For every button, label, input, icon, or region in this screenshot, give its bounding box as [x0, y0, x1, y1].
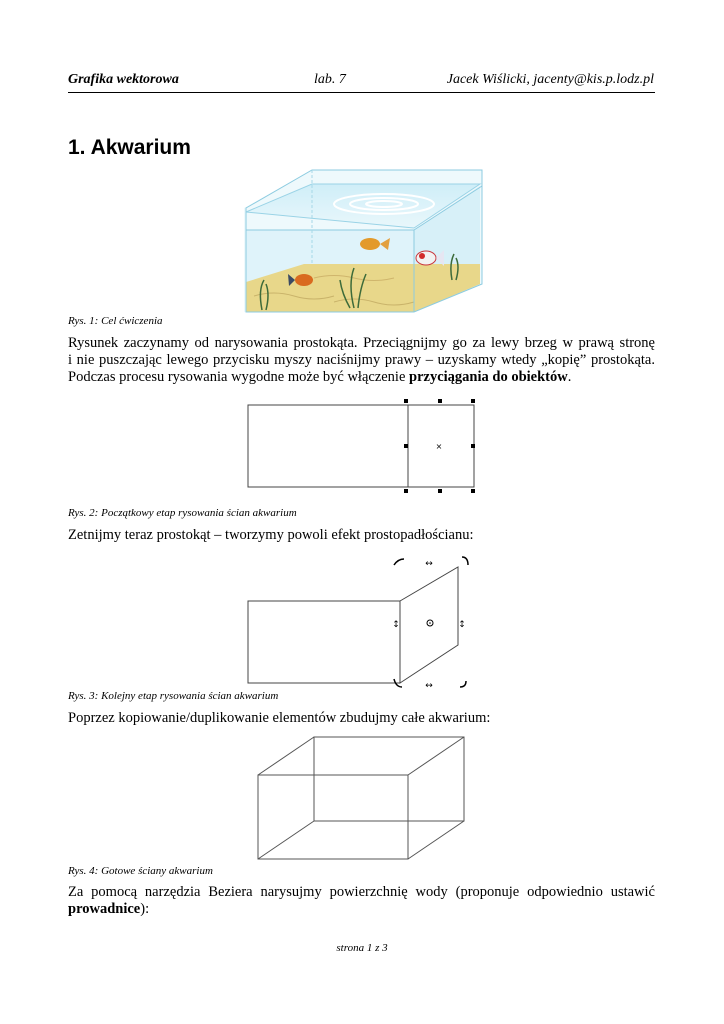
page-header: [68, 72, 654, 90]
svg-text:×: ×: [435, 442, 443, 451]
page-footer: strona 1 z 3: [336, 942, 388, 954]
paragraph-4-line-2-end: ):: [140, 901, 150, 917]
paragraph-1: [68, 335, 655, 386]
paragraph-1-line-3: [68, 369, 655, 386]
svg-text:↔: ↔: [425, 681, 433, 689]
section-title: 1. Akwarium: [68, 136, 191, 159]
guidelines-term: prowadnice: [68, 901, 141, 917]
figure-4-caption: Rys. 4: Gotowe ściany akwarium: [68, 865, 213, 877]
paragraph-4-line-2: [68, 901, 655, 918]
paragraph-1-line-1: Rysunek zaczynamy od narysowania prostokąta. Przeciągnijmy go za lewy brzeg w prawą stronę: [68, 335, 655, 351]
aquarium-walls-figure: [254, 735, 470, 863]
paragraph-1-line-3-end: .: [567, 369, 572, 385]
snap-to-objects-term: przyciągania do obiektów: [409, 369, 568, 385]
paragraph-2-text: Zetnijmy teraz prostokąt – tworzymy powoli efekt prostopadłościanu:: [68, 527, 474, 543]
header-course: Grafika wektorowa: [68, 72, 179, 87]
paragraph-4: [68, 884, 655, 918]
skewed-rectangle-figure: [244, 555, 474, 689]
header-rule: [68, 92, 655, 93]
paragraph-4-line-1: Za pomocą narzędzia Beziera narysujmy powierzchnię wody (proponuje odpowiednio ustawić: [68, 884, 655, 900]
figure-3-caption: Rys. 3: Kolejny etap rysowania ścian akwarium: [68, 690, 279, 702]
paragraph-3-text: Poprzez kopiowanie/duplikowanie elementów zbudujmy całe akwarium:: [68, 710, 491, 726]
paragraph-1-line-3-text: Podczas procesu rysowania wygodne może być włączenie: [68, 369, 410, 385]
header-lab: lab. 7: [314, 72, 346, 87]
svg-text:↔: ↔: [425, 559, 433, 569]
header-author: Jacek Wiślicki, jacenty@kis.p.lodz.pl: [446, 72, 654, 87]
svg-text:↕: ↕: [392, 620, 400, 630]
rectangles-figure: [244, 396, 480, 496]
paragraph-2: [68, 527, 655, 544]
figure-1-caption: Rys. 1: Cel ćwiczenia: [68, 315, 163, 327]
paragraph-1-line-2: i nie puszczając lewego przycisku myszy naciśnijmy prawy – uzyskamy wtedy „kopię” prostokąta.: [68, 352, 655, 368]
svg-text:↕: ↕: [458, 620, 466, 630]
paragraph-3: [68, 710, 655, 727]
figure-2-caption: Rys. 2: Początkowy etap rysowania ścian akwarium: [68, 507, 297, 519]
aquarium-illustration: [244, 168, 484, 314]
